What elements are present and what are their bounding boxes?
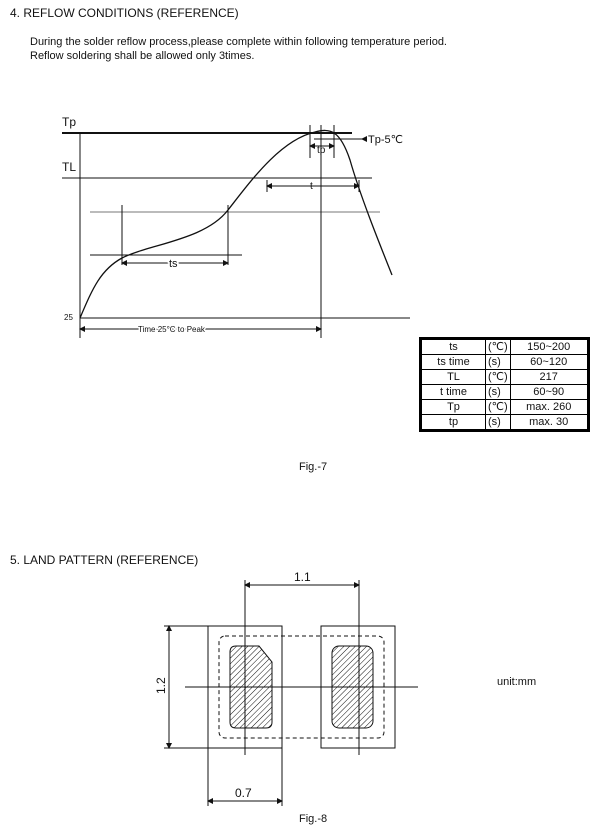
param-cell: ts time: [421, 355, 486, 370]
reflow-instruction-line-1: During the solder reflow process,please complete within following temperature period.: [30, 36, 447, 48]
unit-cell: (℃): [486, 370, 511, 385]
param-cell: ts: [421, 339, 486, 355]
param-cell: t time: [421, 385, 486, 400]
table-row: [421, 400, 589, 415]
unit-cell: (℃): [486, 400, 511, 415]
table-row: [421, 385, 589, 400]
t-label: t: [310, 181, 313, 192]
unit-cell: (s): [486, 415, 511, 431]
reflow-spec-table: [419, 337, 590, 432]
table-row: [421, 339, 589, 355]
unit-cell: (s): [486, 385, 511, 400]
section-5-title: 5. LAND PATTERN (REFERENCE): [10, 553, 199, 567]
param-cell: tp: [421, 415, 486, 431]
dimension-pitch-label: 1.1: [294, 570, 311, 584]
dimension-width-label: 0.7: [235, 786, 252, 800]
unit-label: unit:mm: [497, 676, 537, 688]
dimension-height-label: 1.2: [154, 677, 168, 694]
value-cell: 217: [510, 370, 588, 385]
land-pattern-diagram: [150, 565, 440, 810]
value-cell: max. 260: [510, 400, 588, 415]
value-cell: 60~90: [510, 385, 588, 400]
section-4-title: 4. REFLOW CONDITIONS (REFERENCE): [10, 6, 239, 20]
time-to-peak-label: Time 25°C to Peak: [138, 325, 205, 334]
ts-label: ts: [169, 258, 178, 270]
reflow-profile-diagram: [0, 100, 420, 340]
reflow-instruction-line-2: Reflow soldering shall be allowed only 3times.: [30, 50, 255, 62]
unit-cell: (℃): [486, 339, 511, 355]
tp-minus-5-label: Tp-5℃: [368, 134, 403, 146]
fig-7-caption: Fig.-7: [299, 461, 328, 473]
table-row: [421, 370, 589, 385]
tp-axis-label: Tp: [62, 115, 77, 129]
tp-duration-label: tp: [317, 145, 326, 156]
fig-8-caption: Fig.-8: [299, 813, 328, 825]
unit-cell: (s): [486, 355, 511, 370]
label-25: 25: [64, 313, 73, 322]
param-cell: Tp: [421, 400, 486, 415]
param-cell: TL: [421, 370, 486, 385]
value-cell: 60~120: [510, 355, 588, 370]
value-cell: max. 30: [510, 415, 588, 431]
value-cell: 150~200: [510, 339, 588, 355]
temperature-profile-curve: [80, 130, 392, 318]
tl-axis-label: TL: [62, 160, 77, 174]
table-row: [421, 415, 589, 431]
table-row: [421, 355, 589, 370]
